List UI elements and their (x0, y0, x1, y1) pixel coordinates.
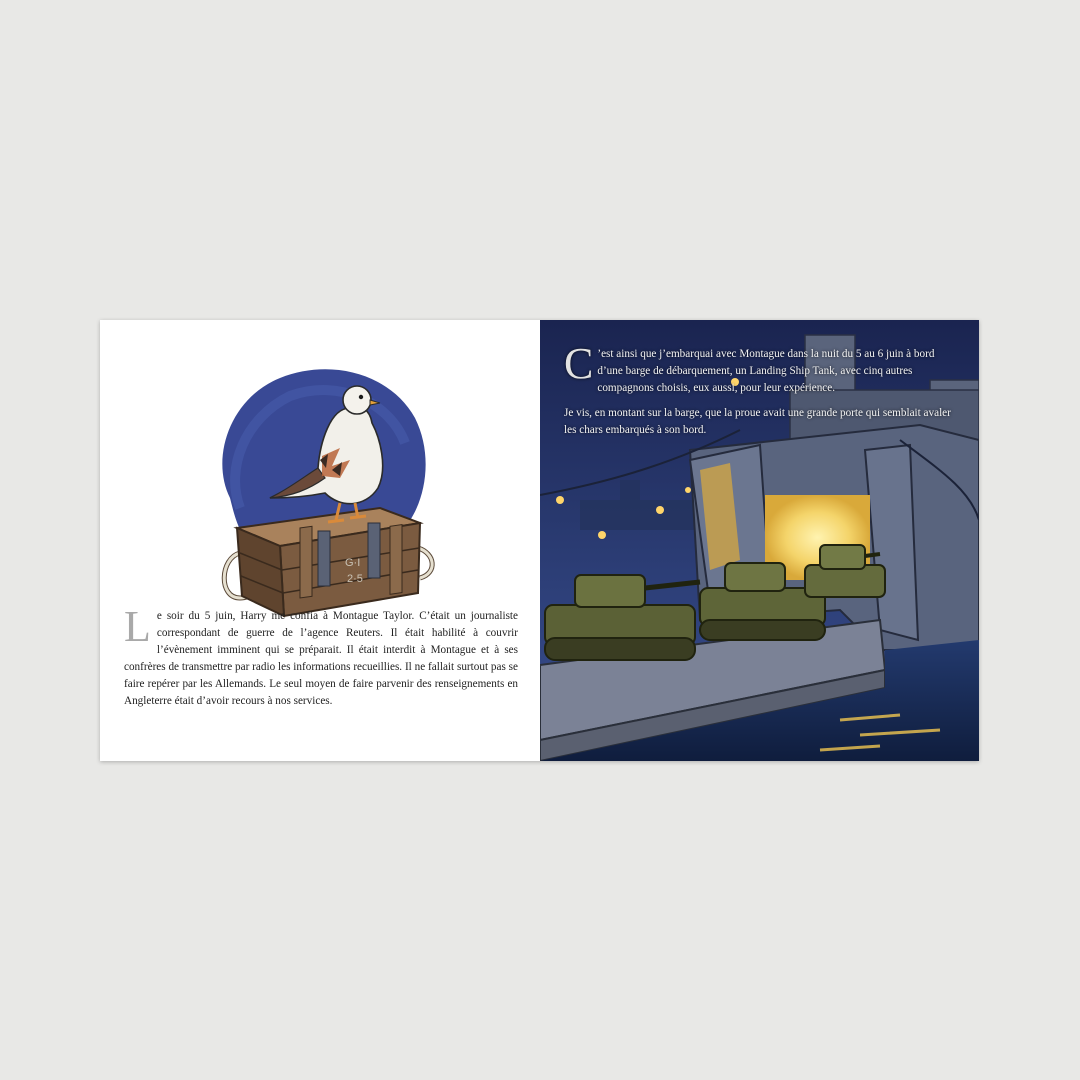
right-paragraph-1-text: ’est ainsi que j’embarquai avec Montague dans la nuit du 5 au 6 juin à bord d’une barge de débarquement, un Landing Ship Tank, avec cinq autres compagnons choisis, eux aussi, pour leur expérience. (597, 348, 935, 394)
dropcap-c: C (564, 339, 594, 388)
right-page-text (564, 339, 962, 447)
left-page (100, 320, 540, 761)
left-paragraph: e soir du 5 juin, Harry me confia à Montague Taylor. C’était un journaliste correspondant de guerre de l’agence Reuters. Il était habilité à couvrir l’évènement imminent qui se préparait. Il était interdit à Montague et à ses confrères de transmettre par radio les informations recueillies. Il ne fallait surtout pas se faire repérer par les Allemands. Le seul moyen de faire parvenir des renseignements en Angleterre était d’avoir recours à nos services. (124, 610, 518, 707)
pigeon-on-crate-illustration (200, 348, 440, 618)
book-spread (100, 320, 979, 761)
right-page (540, 320, 979, 761)
crate-label-bottom: 2·5 (347, 573, 363, 585)
crate-label-top: G·I (345, 557, 361, 569)
right-paragraph-2: Je vis, en montant sur la barge, que la proue avait une grande porte qui semblait avaler les chars embarqués à son bord. (564, 407, 951, 436)
dropcap-l: L (124, 602, 151, 651)
left-page-text (124, 602, 518, 710)
right-paragraph-1 (564, 339, 962, 397)
